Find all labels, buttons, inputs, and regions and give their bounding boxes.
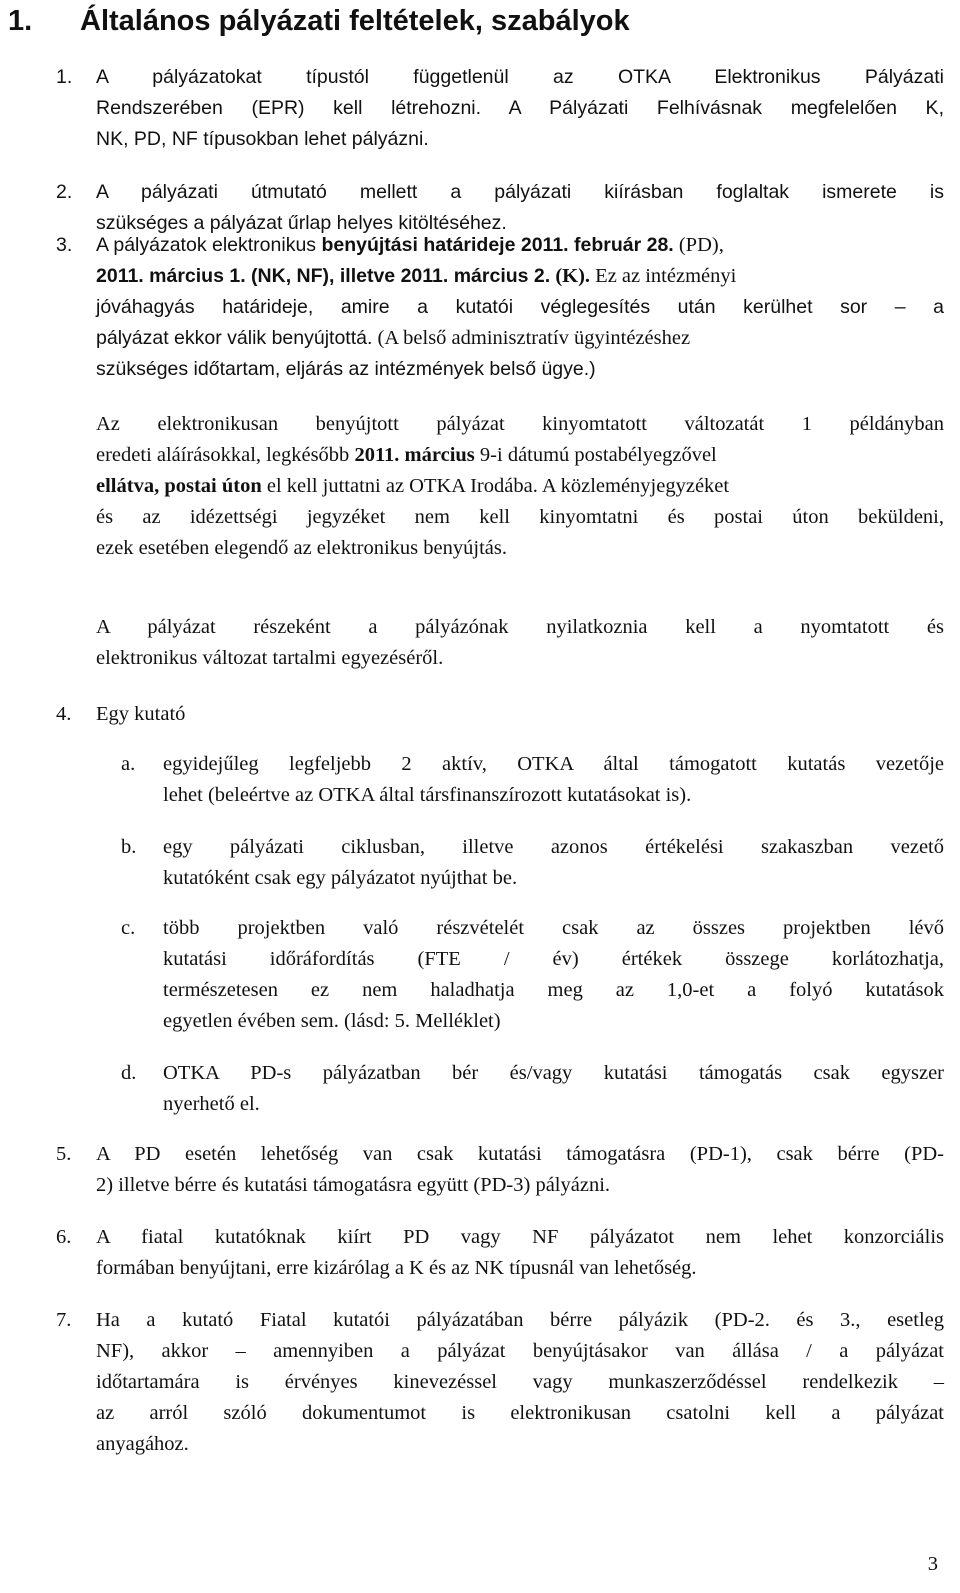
sub-item-b	[121, 832, 944, 894]
page-number: 3	[927, 1553, 938, 1575]
text-run: A pályázatok elektronikus	[96, 234, 322, 256]
list-marker: 5.	[56, 1143, 72, 1165]
list-marker: 4.	[56, 703, 72, 725]
deadline-line	[96, 230, 944, 261]
postal-deadline: 2011. március	[354, 444, 475, 466]
postal-method: ellátva, postai úton	[96, 475, 262, 497]
item-text-line: 2) illetve bérre és kutatási támogatásra együtt (PD-3) pályázni.	[96, 1174, 611, 1196]
list-item-7	[56, 1305, 944, 1460]
sub-item-d	[121, 1058, 944, 1120]
paragraph-line: elektronikus változat tartalmi egyezéséről.	[96, 647, 444, 669]
text-run: (K).	[550, 265, 591, 287]
item-text-line: A pályázati útmutató mellett a pályázati kiírásban foglaltak ismerete is	[96, 181, 944, 203]
list-item-6	[56, 1222, 944, 1284]
item-text-line: NK, PD, NF típusokban lehet pályázni.	[96, 128, 429, 150]
text-run: Ez az intézményi	[590, 265, 737, 287]
sub-marker: c.	[121, 917, 136, 939]
deadline-k: 2011. március 2.	[400, 265, 551, 287]
sub-item-line: egy pályázati ciklusban, illetve azonos értékelési szakaszban vezető	[163, 836, 944, 858]
item-label: Egy kutató	[96, 703, 186, 725]
sub-item-line: kutatási időráfordítás (FTE / év) értékek összege korlátozhatja,	[163, 948, 944, 970]
item-text-line: A fiatal kutatóknak kiírt PD vagy NF pályázatot nem lehet konzorciális	[96, 1226, 944, 1248]
item-text-line: jóváhagyás határideje, amire a kutatói véglegesítés után kerülhet sor – a	[96, 296, 944, 318]
sub-item-a	[121, 749, 944, 811]
section-heading	[8, 2, 630, 40]
item-text-line: szükséges időtartam, eljárás az intézmények belső ügye.)	[96, 358, 596, 380]
section-title: Általános pályázati feltételek, szabályok	[80, 5, 630, 37]
text-run: pályázat ekkor válik benyújtottá.	[96, 327, 373, 349]
sub-item-line: lehet (beleértve az OTKA által társfinanszírozott kutatásokat is).	[163, 784, 692, 806]
deadline-pd: benyújtási határideje 2011. február 28.	[321, 234, 674, 256]
list-marker: 6.	[56, 1226, 72, 1248]
list-marker: 3.	[56, 234, 73, 256]
item-text-line: anyagához.	[96, 1433, 189, 1455]
item-text-line: NF), akkor – amennyiben a pályázat benyújtásakor van állása / a pályázat	[96, 1340, 944, 1362]
paragraph-line: és az idézettségi jegyzéket nem kell kinyomtatni és postai úton beküldeni,	[96, 506, 944, 528]
paragraph-line: Az elektronikusan benyújtott pályázat kinyomtatott változatát 1 példányban	[96, 413, 944, 435]
item-text-line	[96, 323, 944, 354]
sub-marker: a.	[121, 753, 136, 775]
text-run: 9-i dátumú postabélyegzővel	[474, 444, 717, 466]
sub-marker: d.	[121, 1062, 137, 1084]
paragraph-line	[96, 471, 944, 502]
list-item-1	[56, 62, 944, 155]
list-marker: 1.	[56, 66, 73, 88]
deadline-nk-nf: 2011. március 1.	[96, 265, 246, 287]
paragraph-line	[96, 440, 944, 471]
list-item-4	[56, 699, 944, 730]
item-text-line: Ha a kutató Fiatal kutatói pályázatában bérre pályázik (PD-2. és 3., esetleg	[96, 1309, 944, 1331]
text-run: el kell juttatni az OTKA Irodába. A közleményjegyzéket	[261, 475, 730, 497]
sub-item-line: nyerhető el.	[163, 1093, 260, 1115]
text-run: eredeti aláírásokkal, legkésőbb	[96, 444, 355, 466]
deadline-line-2	[96, 261, 944, 292]
section-number: 1.	[8, 5, 33, 37]
item-text-line: Rendszerében (EPR) kell létrehozni. A Pályázati Felhívásnak megfelelően K,	[96, 97, 944, 119]
sub-item-line: OTKA PD-s pályázatban bér és/vagy kutatási támogatás csak egyszer	[163, 1062, 944, 1084]
item-text-line: az arról szóló dokumentumot is elektronikusan csatolni kell a pályázat	[96, 1402, 944, 1424]
list-item-5	[56, 1139, 944, 1201]
declaration-paragraph	[96, 612, 944, 674]
item-text-line: A pályázatokat típustól függetlenül az OTKA Elektronikus Pályázati	[96, 66, 944, 88]
item-text-line: A PD esetén lehetőség van csak kutatási támogatásra (PD-1), csak bérre (PD-	[96, 1143, 944, 1165]
sub-item-line: több projektben való részvételét csak az összes projektben lévő	[163, 917, 944, 939]
item-text-line: szükséges a pályázat űrlap helyes kitöltéséhez.	[96, 212, 507, 234]
postal-submission-paragraph	[96, 409, 944, 564]
item-text-line: formában benyújtani, erre kizárólag a K és az NK típusnál van lehetőség.	[96, 1257, 697, 1279]
paragraph-line: ezek esetében elegendő az elektronikus benyújtás.	[96, 537, 507, 559]
text-run: (NK, NF), illetve	[245, 265, 401, 287]
list-item-3	[56, 230, 944, 385]
text-run: (A belső adminisztratív ügyintézéshez	[372, 327, 691, 349]
sub-item-line: kutatóként csak egy pályázatot nyújthat be.	[163, 867, 518, 889]
sub-marker: b.	[121, 836, 137, 858]
paragraph-line: A pályázat részeként a pályázónak nyilatkoznia kell a nyomtatott és	[96, 616, 944, 638]
list-marker: 2.	[56, 181, 73, 203]
sub-item-line: egyidejűleg legfeljebb 2 aktív, OTKA által támogatott kutatás vezetője	[163, 753, 944, 775]
text-run: (PD),	[673, 234, 724, 256]
sub-item-c	[121, 913, 944, 1037]
sub-item-line: természetesen ez nem haladhatja meg az 1,0-et a folyó kutatások	[163, 979, 944, 1001]
list-marker: 7.	[56, 1309, 72, 1331]
item-text-line: időtartamára is érvényes kinevezéssel vagy munkaszerződéssel rendelkezik –	[96, 1371, 944, 1393]
sub-item-line: egyetlen évében sem. (lásd: 5. Melléklet)	[163, 1010, 501, 1032]
